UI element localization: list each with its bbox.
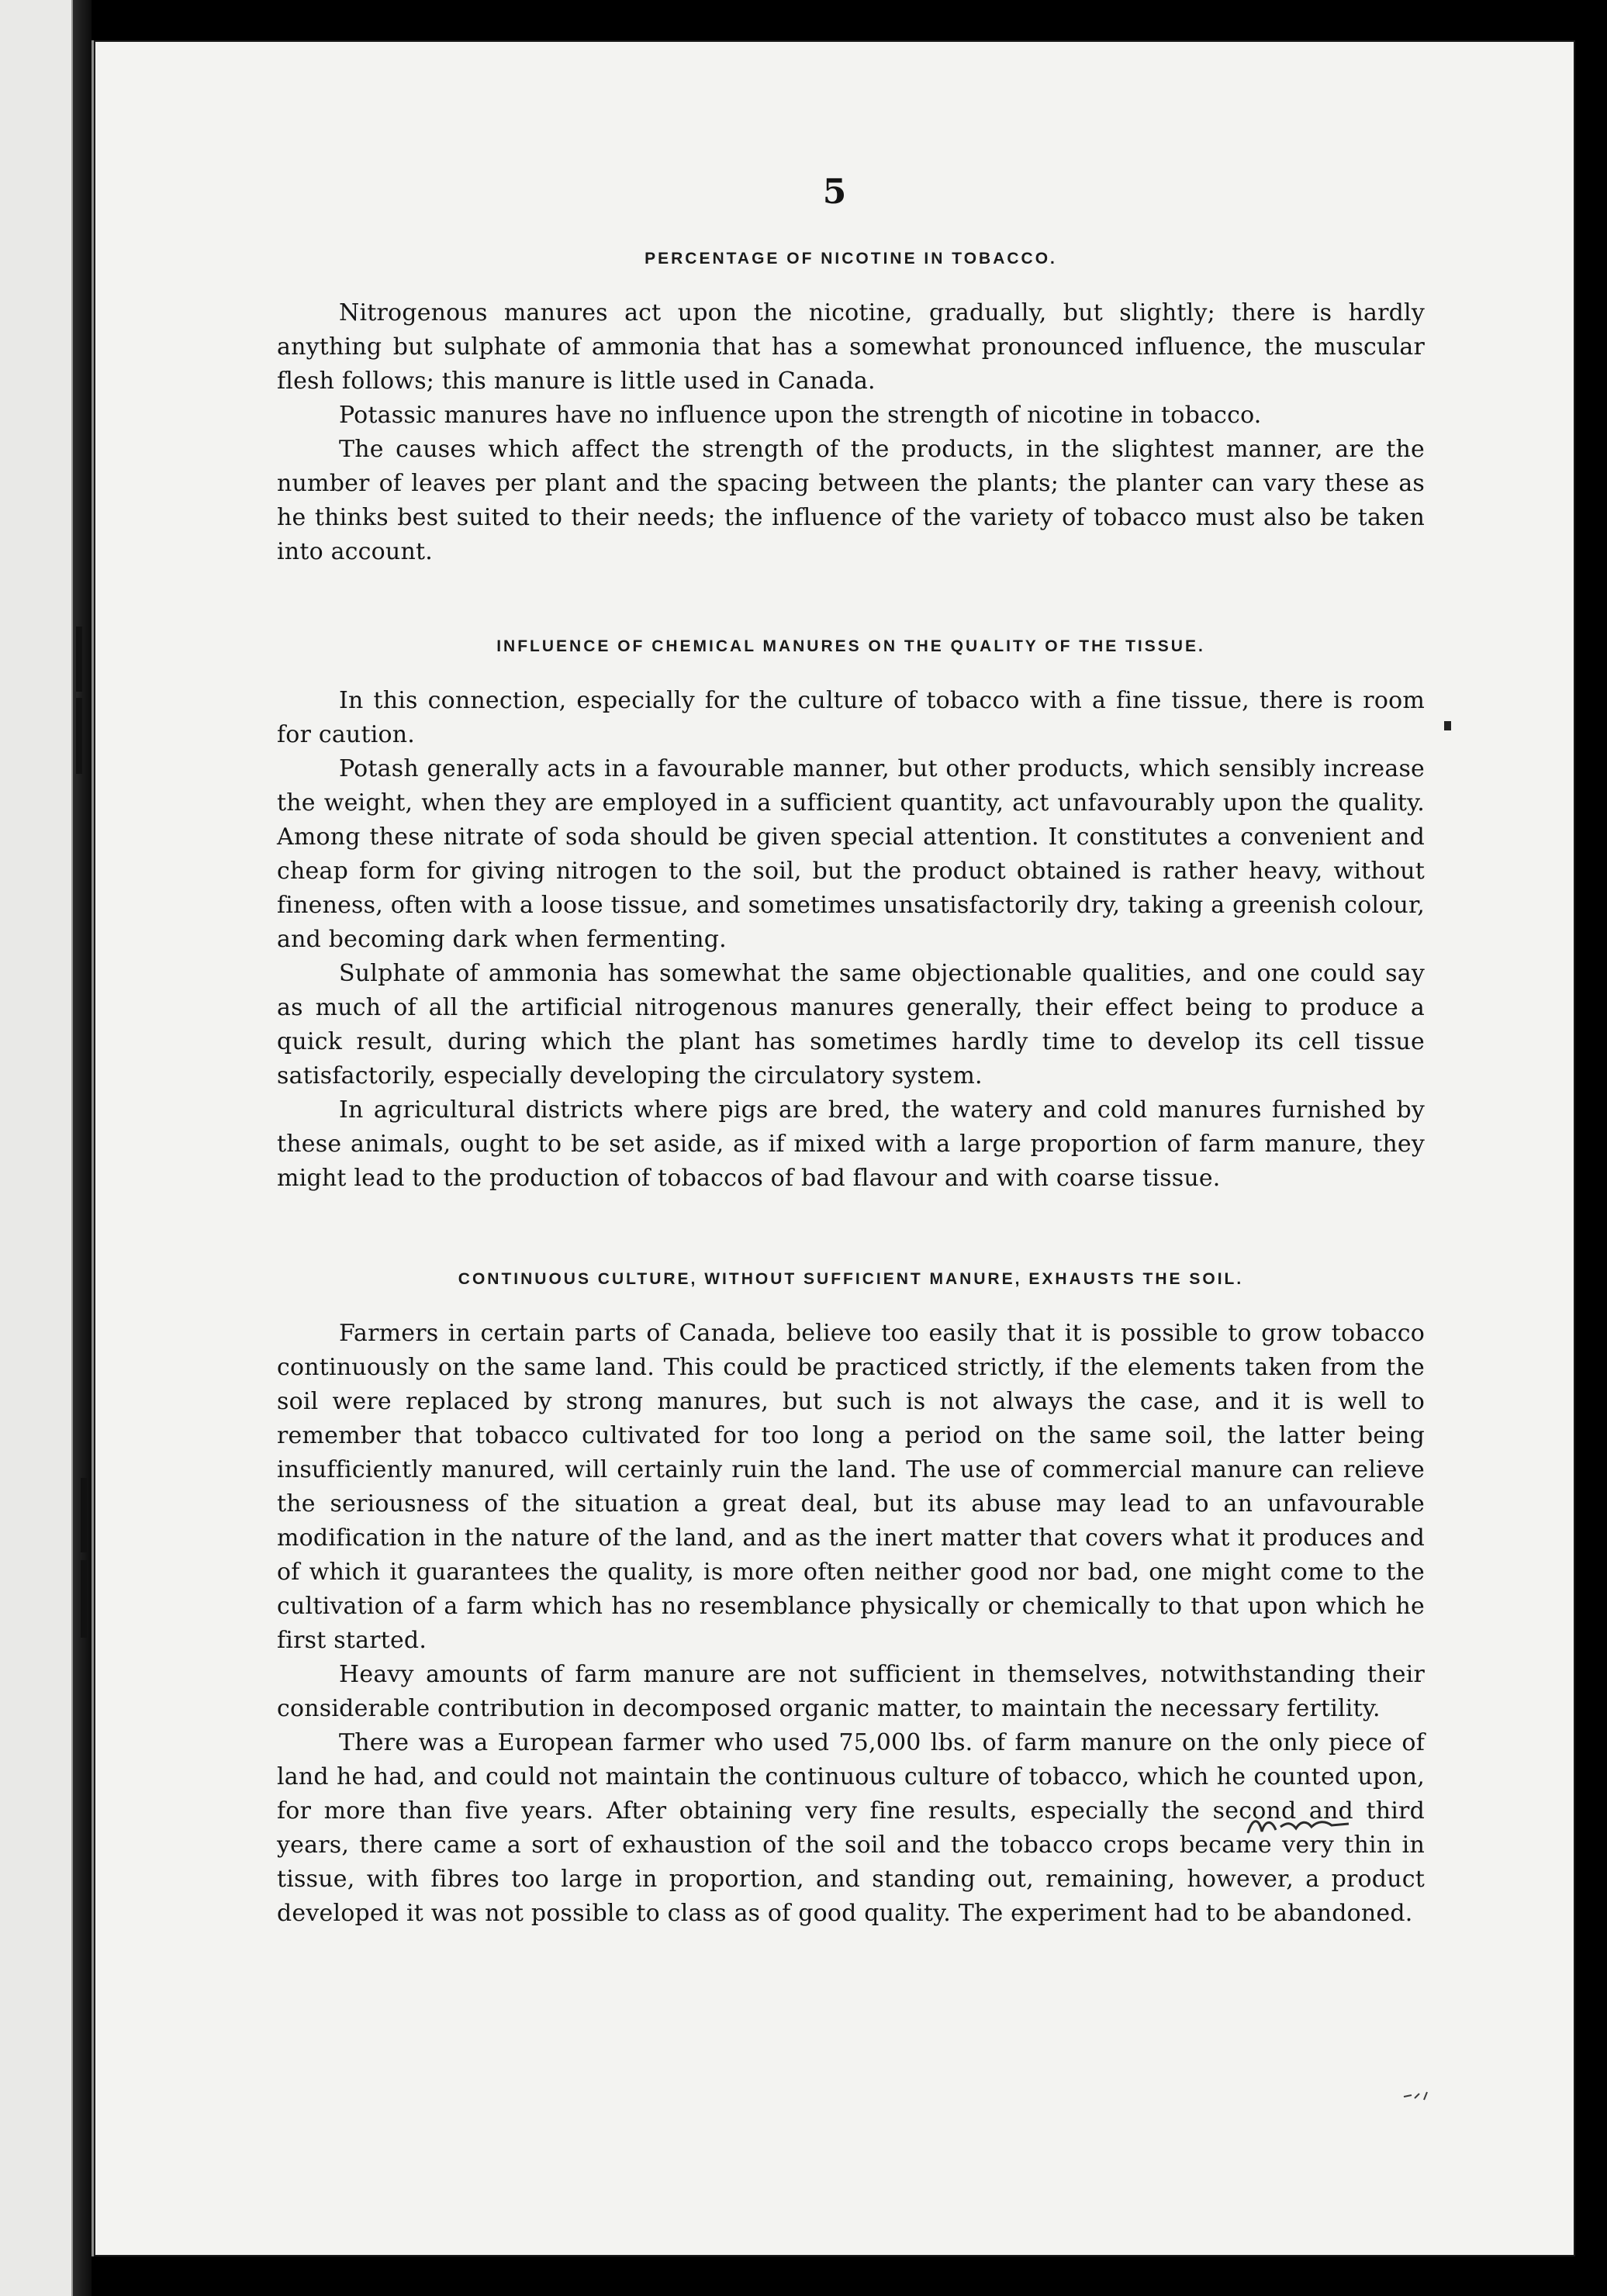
binding-gutter	[73, 0, 92, 2296]
handwritten-annotation	[1245, 1810, 1353, 1841]
paragraph: Sulphate of ammonia has somewhat the same objectionable qualities, and one could say as much of all the artificial nitrogenous manures generally, their effect being to produce a quick result, during which the plant has sometimes hardly time to develop its cell tissue satisfactorily, especially developing the circulatory system.	[277, 960, 1425, 1089]
margin-mark	[76, 627, 82, 692]
paragraph: There was a European farmer who used 75,000 lbs. of farm manure on the only piece of land he had, and could not maintain the continuous culture of tobacco, which he counted upon, for more than five years. After obtaining very fine results, especially the second and third years, there came a sort of exhaustion of the soil and the tobacco crops became very thin in tissue, with fibres too large in proportion, and standing out, remaining, however, a product developed it was not possible to class as of good quality. The experiment had to be abandoned.	[277, 1729, 1425, 1927]
ink-dot	[1444, 721, 1451, 730]
previous-page-edge	[0, 0, 73, 2296]
document-page	[92, 40, 1575, 2256]
paragraph: Potassic manures have no influence upon the strength of nicotine in tobacco.	[339, 402, 1262, 429]
page-number: 5	[822, 172, 847, 212]
section-heading: PERCENTAGE OF NICOTINE IN TOBACCO.	[645, 250, 1057, 268]
page-content	[277, 250, 1425, 1931]
section-chemical-manures	[277, 637, 1425, 1196]
paragraph: Nitrogenous manures act upon the nicotine, gradually, but slightly; there is hardly anything but sulphate of ammonia that has a somewhat pronounced influence, the muscular flesh follows; this manure is little used in Canada.	[277, 299, 1425, 395]
section-nicotine	[277, 250, 1425, 569]
margin-mark	[81, 1478, 87, 1552]
margin-mark	[76, 698, 82, 774]
section-heading: INFLUENCE OF CHEMICAL MANURES ON THE QUALITY OF THE TISSUE.	[496, 637, 1205, 655]
paragraph: Heavy amounts of farm manure are not sufficient in themselves, notwithstanding their considerable contribution in decomposed organic matter, to maintain the necessary fertility.	[277, 1661, 1425, 1722]
section-heading: CONTINUOUS CULTURE, WITHOUT SUFFICIENT MANURE, EXHAUSTS THE SOIL.	[458, 1270, 1244, 1288]
margin-mark	[81, 1560, 87, 1638]
paragraph: Farmers in certain parts of Canada, believe too easily that it is possible to grow tobacco continuously on the same land. This could be practiced strictly, if the elements taken from the soil were replaced by strong manures, but such is not always the case, and it is well to remember that tobacco cultivated for too long a period on the same soil, the latter being insufficiently manured, will certainly ruin the land. The use of commercial manure can relieve the seriousness of the situation a great deal, but its abuse may lead to an unfavourable modification in the nature of the land, and as the inert matter that covers what it produces and of which it guarantees the quality, is more often neither good nor bad, one might come to the cultivation of a farm which has no resemblance physically or chemically to that upon which he first started.	[277, 1320, 1425, 1654]
paragraph: The causes which affect the strength of the products, in the slightest manner, are the number of leaves per plant and the spacing between the plants; the planter can vary these as he thinks best suited to their needs; the influence of the variety of tobacco must also be taken into account.	[277, 436, 1425, 565]
paragraph: In this connection, especially for the culture of tobacco with a fine tissue, there is room for caution.	[277, 687, 1425, 748]
paragraph: Potash generally acts in a favourable manner, but other products, which sensibly increase the weight, when they are employed in a sufficient quantity, act unfavourably upon the quality. Among these nitrate of soda should be given special attention. It constitutes a convenient and cheap form for giving nitrogen to the soil, but the product obtained is rather heavy, without fineness, often with a loose tissue, and sometimes unsatisfactorily dry, taking a greenish colour, and becoming dark when fermenting.	[277, 755, 1425, 953]
pencil-mark	[1402, 2089, 1430, 2103]
paragraph: In agricultural districts where pigs are bred, the watery and cold manures furnished by these animals, ought to be set aside, as if mixed with a large proportion of farm manure, they might lead to the production of tobaccos of bad flavour and with coarse tissue.	[277, 1096, 1425, 1192]
